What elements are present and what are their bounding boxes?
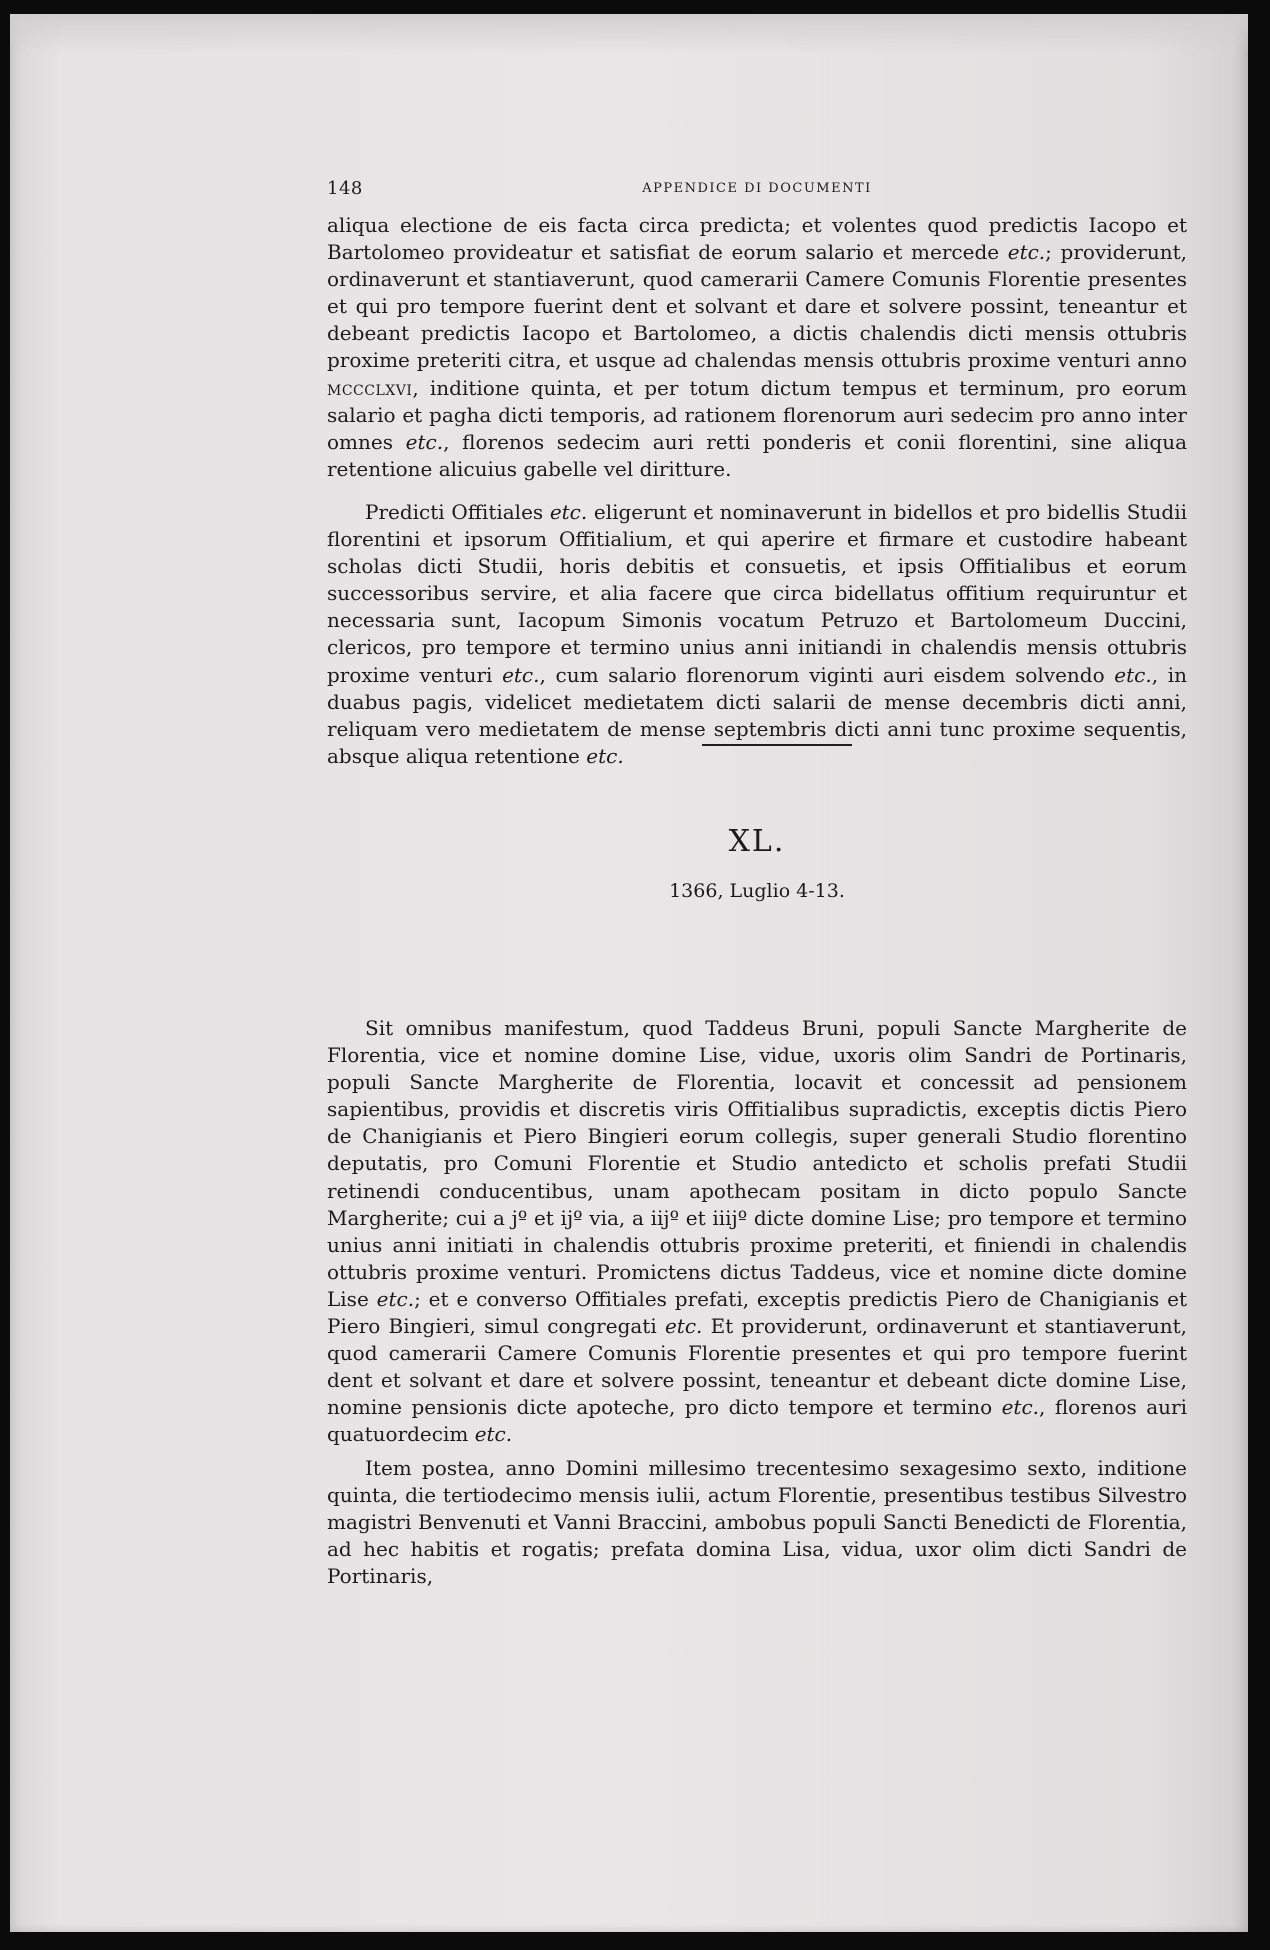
paragraph: aliqua electione de eis facta circa predicta; et volentes quod predictis Iacopo et Bartolomeo provideatur et satisfiat de eorum salario et mercede etc.; providerunt, ordinaverunt et stantiaverunt, quod camerarii Camere Comunis Florentie presentes et qui pro tempore fuerint dent et solvant et dare et solvere possint, teneantur et debeant predictis Iacopo et Bartolomeo, a dictis chalendis dicti mensis ottubris proxime preteriti citra, et usque ad chalendas mensis ottubris proxime venturi anno mccclxvi, inditione quinta, et per totum dictum tempus et terminum, pro eorum salario et pagha dicti temporis, ad rationem florenorum auri sedecim pro anno inter omnes etc., florenos sedecim auri retti ponderis et conii florentini, sine aliqua retentione alicuius gabelle vel diritture. (327, 213, 1188, 481)
paragraph: Item postea, anno Domini millesimo trecentesimo sexagesimo sexto, inditione quinta, die tertiodecimo mensis iulii, actum Florentie, presentibus testibus Silvestro magistri Benvenuti et Vanni Braccini, ambobus populi Sancti Benedicti de Florentia, ad hec habitis et rogatis; prefata domina Lisa, vidua, uxor olim dicti Sandri de Portinaris, (327, 1455, 1187, 1588)
document-number: XL. (728, 824, 786, 859)
paragraph: Predicti Offitiales etc. eligerunt et nominaverunt in bidellos et pro bidellis Studii florentini et ipsorum Offitialium, et qui aperire et firmare et custodire habeant scholas dicti Studii, horis debitis et consuetis, et ipsis Offitialibus et eorum successoribus servire, et alia facere que circa bidellatus offitium requiruntur et necessaria sunt, Iacopum Simonis vocatum Petruzo et Bartolomeum Duccini, clericos, pro tempore et termino unius anni initiandi in chalendis mensis ottubris proxime venturi etc., cum salario florenorum viginti auri eisdem solvendo etc., in duabus pagis, videlicet medietatem dicti salarii de mense decembris dicti anni, reliquam vero medietatem de mense septembris dicti anni tunc proxime sequentis, absque aliqua retentione etc. (327, 499, 1187, 768)
document-date: 1366, Luglio 4-13. (669, 880, 845, 902)
running-head: APPENDICE DI DOCUMENTI (642, 181, 872, 196)
section-divider (702, 744, 852, 746)
paragraph: Sit omnibus manifestum, quod Taddeus Bruni, populi Sancte Margherite de Florentia, vice et nomine domine Lise, vidue, uxoris olim Sandri de Portinaris, populi Sancte Margherite de Florentia, locavit et concessit ad pensionem sapientibus, providis et discretis viris Offitialibus supradictis, exceptis dictis Piero de Chanigianis et Piero Bingieri eorum collegis, super generali Studio florentino deputatis, pro Comuni Florentie et Studio antedicto et scholis prefati Studii retinendi conducentibus, unam apothecam positam in dicto populo Sancte Margherite; cui a jº et ijº via, a iijº et iiijº dicte domine Lise; pro tempore et termino unius anni initiati in chalendis ottubris proxime preteriti, et finiendi in chalendis ottubris proxime venturi. Promictens dictus Taddeus, vice et nomine dicte domine Lise etc.; et e converso Offitiales prefati, exceptis predictis Piero de Chanigianis et Piero Bingieri, simul congregati etc. Et providerunt, ordinaverunt et stantiaverunt, quod camerarii Camere Comunis Florentie presentes et qui pro tempore fuerint dent et solvant et dare et solvere possint, teneantur et debeant dicte domine Lise, nomine pensionis dicte apoteche, pro dicto tempore et termino etc., florenos auri quatuordecim etc. (327, 1016, 1188, 1447)
text-block-upper (327, 212, 1187, 770)
text-block-lower (327, 1015, 1187, 1590)
page-number: 148 (327, 178, 363, 199)
page-header (327, 178, 1187, 202)
